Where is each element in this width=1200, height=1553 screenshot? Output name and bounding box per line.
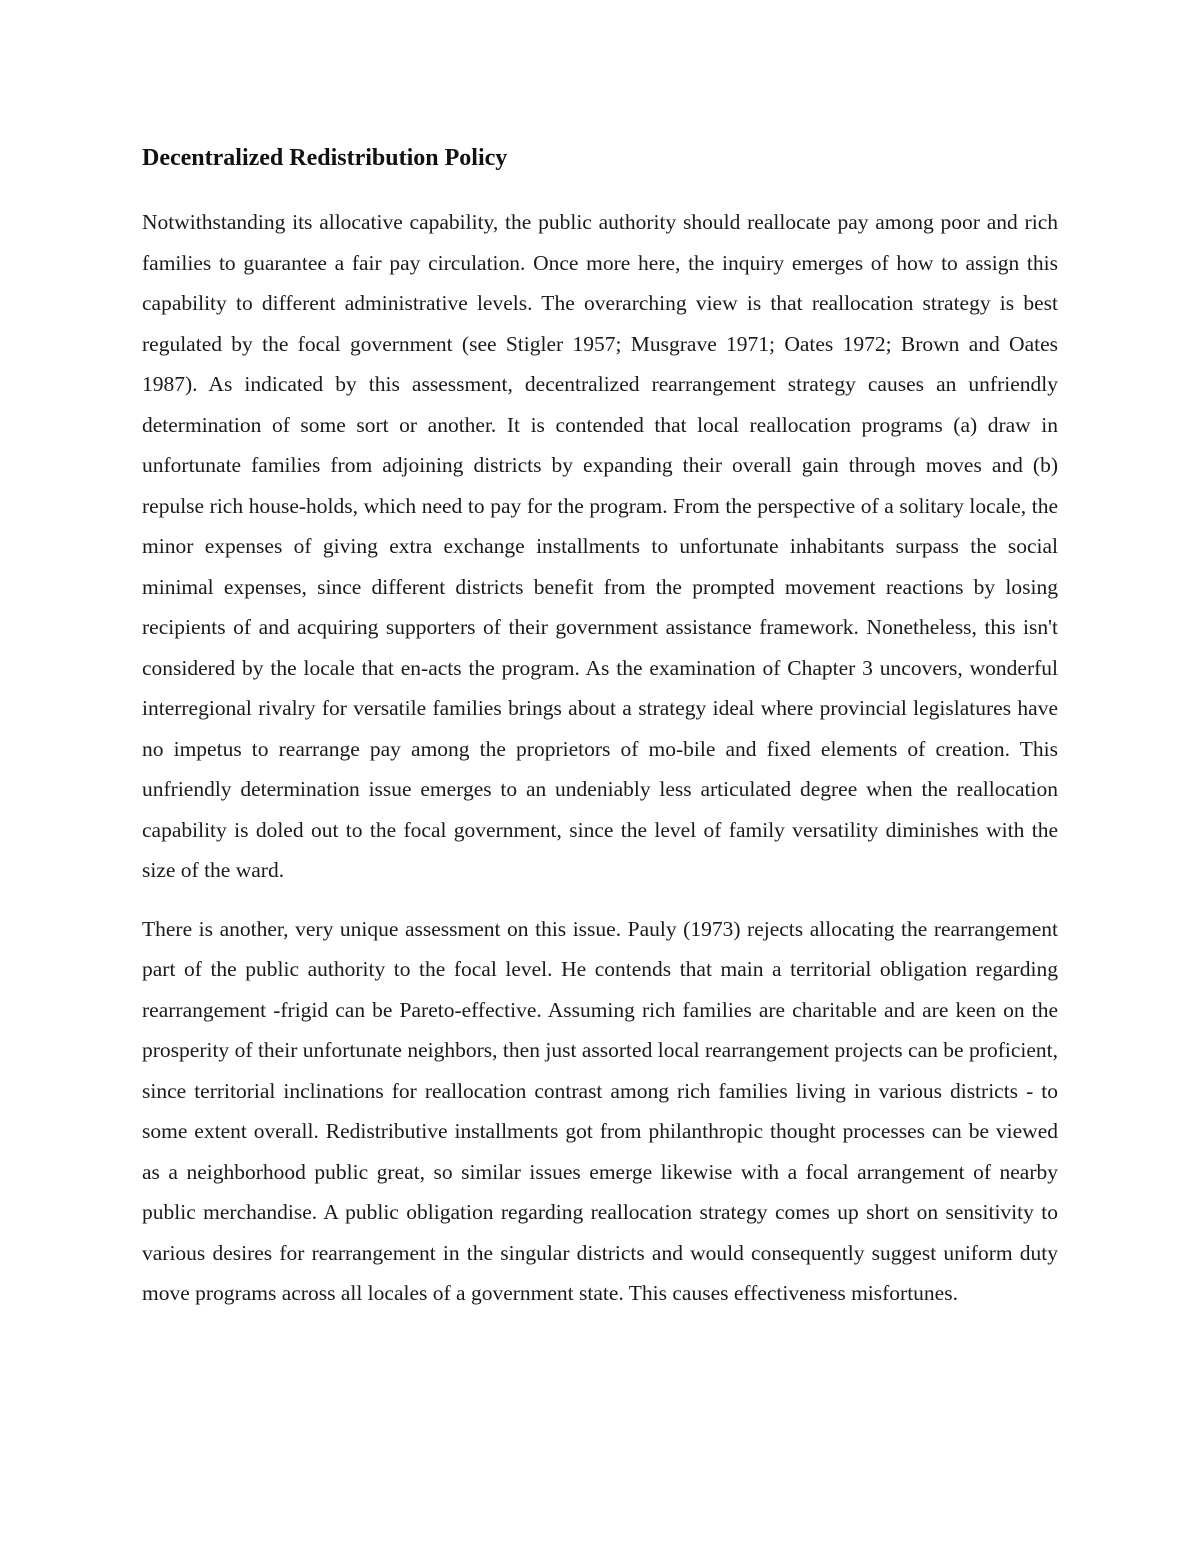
paragraph-1: Notwithstanding its allocative capability, the public authority should reallocate pay among poor and rich families to guarantee a fair pay circulation. Once more here, the inquiry emerges of how to assign this capability to different administrative levels. The overarching view is that reallocation strategy is best regulated by the focal government (see Stigler 1957; Musgrave 1971; Oates 1972; Brown and Oates 1987). As indicated by this assessment, decentralized rearrangement strategy causes an unfriendly determination of some sort or another. It is contended that local reallocation programs (a) draw in unfortunate families from adjoining districts by expanding their overall gain through moves and (b) repulse rich house-holds, which need to pay for the program. From the perspective of a solitary locale, the minor expenses of giving extra exchange installments to unfortunate inhabitants surpass the social minimal expenses, since different districts benefit from the prompted movement reactions by losing recipients of and acquiring supporters of their government assistance framework. Nonetheless, this isn't considered by the locale that en-acts the program. As the examination of Chapter 3 uncovers, wonderful interregional rivalry for versatile families brings about a strategy ideal where provincial legislatures have no impetus to rearrange pay among the proprietors of mo-bile and fixed elements of creation. This unfriendly determination issue emerges to an undeniably less articulated degree when the reallocation capability is doled out to the focal government, since the level of family versatility diminishes with the size of the ward. [142, 210, 1058, 882]
document-content [142, 140, 1058, 1314]
document-title: Decentralized Redistribution Policy [142, 145, 508, 171]
paragraph-2: There is another, very unique assessment on this issue. Pauly (1973) rejects allocating the rearrangement part of the public authority to the focal level. He contends that main a territorial obligation regarding rearrangement -frigid can be Pareto-effective. Assuming rich families are charitable and are keen on the prosperity of their unfortunate neighbors, then just assorted local rearrangement projects can be proficient, since territorial inclinations for reallocation contrast among rich families living in various districts - to some extent overall. Redistributive installments got from philanthropic thought processes can be viewed as a neighborhood public great, so similar issues emerge likewise with a focal arrangement of nearby public merchandise. A public obligation regarding reallocation strategy comes up short on sensitivity to various desires for rearrangement in the singular districts and would consequently suggest uniform duty move programs across all locales of a government state. This causes effectiveness misfortunes. [142, 916, 1058, 1305]
